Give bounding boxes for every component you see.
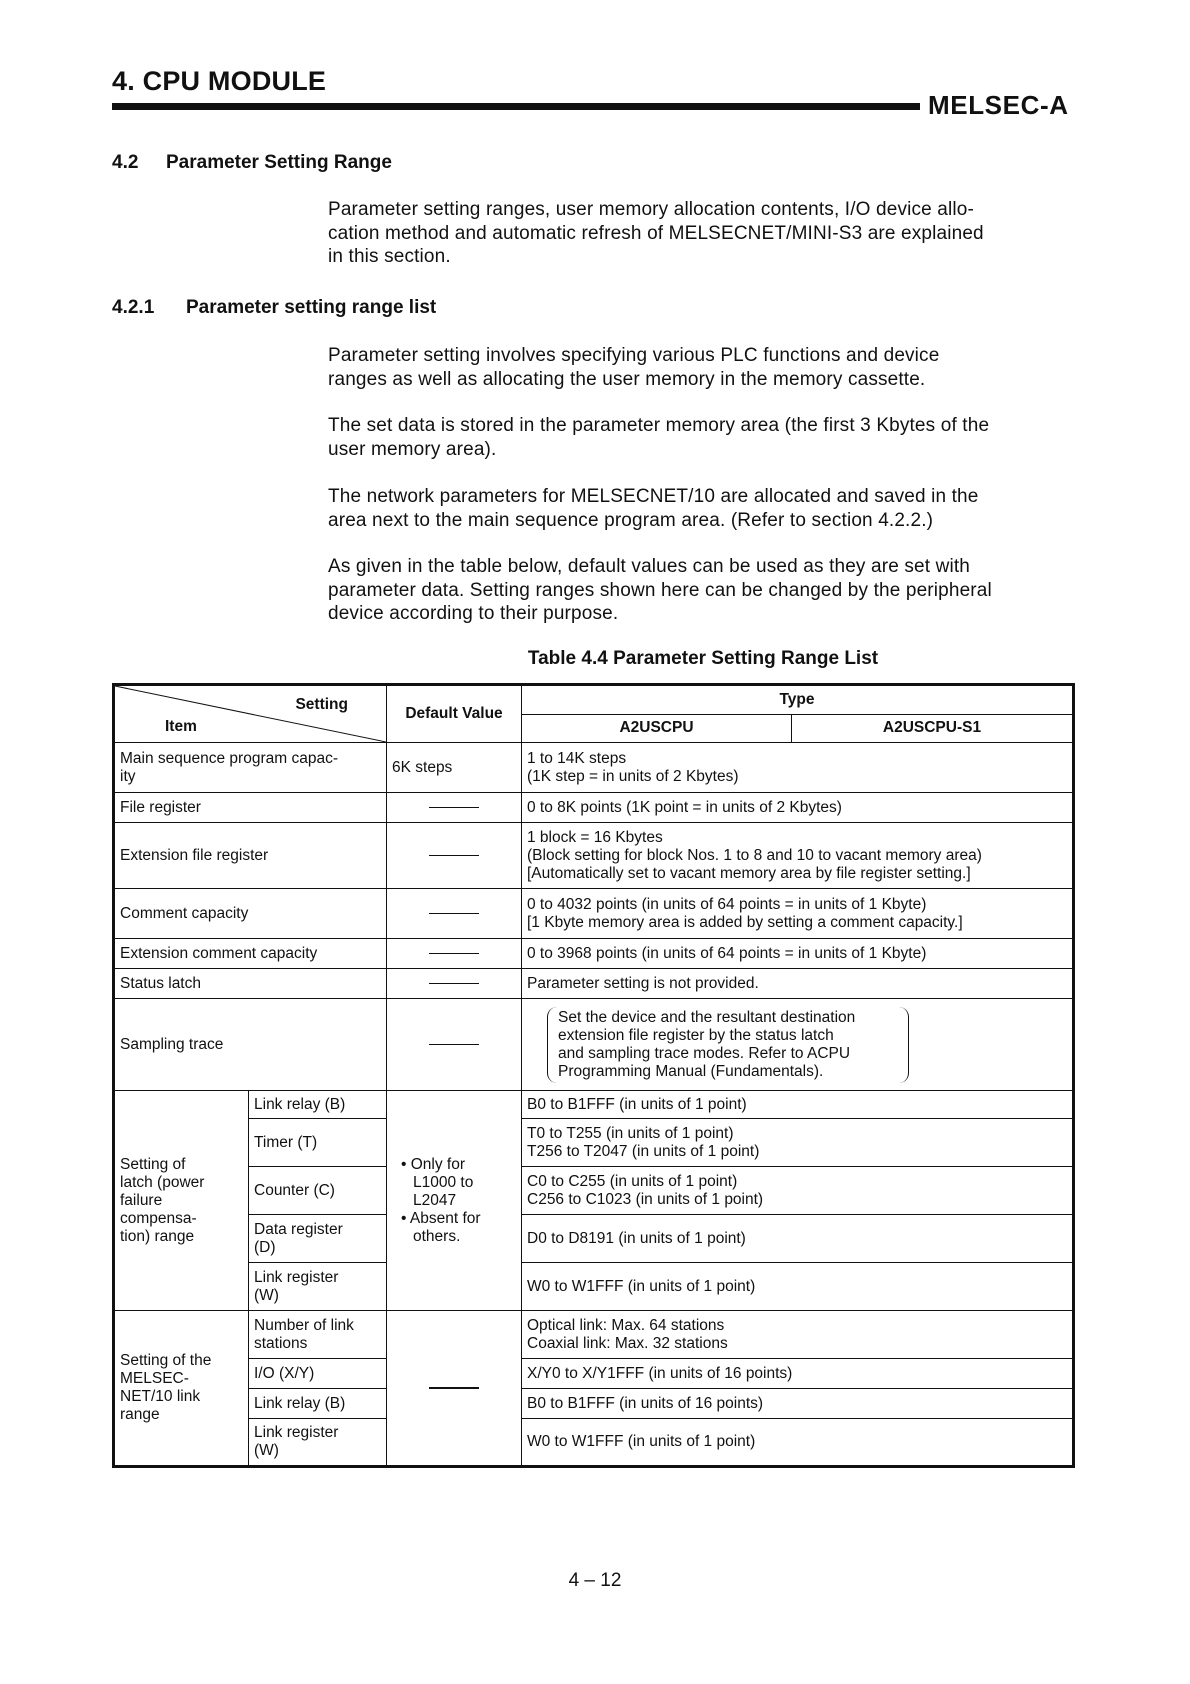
item-cell: Number of link stations	[249, 1311, 387, 1359]
paragraph: The network parameters for MELSECNET/10 are allocated and saved in the area next to the main sequence program area. (Refer to section 4.2.2.)	[328, 486, 979, 531]
range-cell: C0 to C255 (in units of 1 point) C256 to C1023 (in units of 1 point)	[522, 1167, 1074, 1215]
section-title: Parameter Setting Range	[166, 152, 392, 173]
default-cell	[387, 969, 522, 999]
table-row	[114, 823, 1074, 889]
table-row	[114, 1389, 1074, 1419]
range-cell: W0 to W1FFF (in units of 1 point)	[522, 1263, 1074, 1311]
item-cell: I/O (X/Y)	[249, 1359, 387, 1389]
setting-item-header	[114, 685, 387, 743]
table-row	[114, 1119, 1074, 1167]
table-row	[114, 1311, 1074, 1359]
item-cell: Extension file register	[114, 823, 387, 889]
page-number: 4 – 12	[568, 1570, 622, 1591]
item-cell: Link relay (B)	[249, 1091, 387, 1119]
default-cell	[387, 999, 522, 1091]
item-cell: Main sequence program capac- ity	[114, 743, 387, 793]
range-cell: 0 to 4032 points (in units of 64 points = in units of 1 Kbyte) [1 Kbyte memory area is added by setting a comment capacity.]	[522, 889, 1074, 939]
item-cell: Link register (W)	[249, 1419, 387, 1467]
table-row	[114, 743, 1074, 793]
brand-label: MELSEC-A	[928, 90, 1069, 120]
chapter-title: 4. CPU MODULE	[112, 66, 327, 96]
range-cell: Parameter setting is not provided.	[522, 969, 1074, 999]
item-header: Item	[165, 718, 197, 735]
type-b-header: A2USCPU-S1	[792, 714, 1074, 742]
header-rule	[112, 103, 920, 110]
range-cell: 0 to 8K points (1K point = in units of 2 Kbytes)	[522, 793, 1074, 823]
table-row	[114, 1419, 1074, 1467]
parameter-table	[112, 683, 1075, 1468]
table-header-row	[114, 685, 1074, 715]
table-row	[114, 1167, 1074, 1215]
table-row	[114, 1215, 1074, 1263]
range-cell: B0 to B1FFF (in units of 16 points)	[522, 1389, 1074, 1419]
type-a-header: A2USCPU	[522, 714, 792, 742]
table-row	[114, 999, 1074, 1091]
default-cell	[387, 793, 522, 823]
range-cell: Optical link: Max. 64 stations Coaxial link: Max. 32 stations	[522, 1311, 1074, 1359]
range-cell: X/Y0 to X/Y1FFF (in units of 16 points)	[522, 1359, 1074, 1389]
default-cell	[387, 939, 522, 969]
table-row	[114, 1359, 1074, 1389]
paragraph: The set data is stored in the parameter memory area (the first 3 Kbytes of the user memory area).	[328, 415, 990, 460]
range-cell: 1 to 14K steps (1K step = in units of 2 Kbytes)	[522, 743, 1074, 793]
item-cell: File register	[114, 793, 387, 823]
type-header: Type	[522, 685, 1074, 715]
item-cell: Counter (C)	[249, 1167, 387, 1215]
item-cell: Data register (D)	[249, 1215, 387, 1263]
range-cell: T0 to T255 (in units of 1 point) T256 to T2047 (in units of 1 point)	[522, 1119, 1074, 1167]
section-intro: Parameter setting ranges, user memory allocation contents, I/O device allo- cation method and automatic refresh of MELSECNET/MINI-S3 are explained in this section.	[328, 199, 984, 267]
item-cell: Sampling trace	[114, 999, 387, 1091]
table-row	[114, 1263, 1074, 1311]
setting-header: Setting	[295, 696, 348, 713]
item-cell: Status latch	[114, 969, 387, 999]
note-bracket: Set the device and the resultant destination extension file register by the status latch and sampling trace modes. Refer to ACPU Programming Manual (Fundamentals).	[547, 1007, 909, 1083]
default-cell: 6K steps	[387, 743, 522, 793]
subsection-title: Parameter setting range list	[186, 297, 437, 318]
subsection-number: 4.2.1	[112, 297, 155, 318]
paragraph: As given in the table below, default values can be used as they are set with parameter data. Setting ranges shown here can be changed by the peripheral device according to their purpose.	[328, 556, 992, 624]
table-row	[114, 793, 1074, 823]
default-value-header: Default Value	[387, 685, 522, 743]
range-cell: D0 to D8191 (in units of 1 point)	[522, 1215, 1074, 1263]
default-cell	[387, 823, 522, 889]
item-cell: Timer (T)	[249, 1119, 387, 1167]
range-cell: B0 to B1FFF (in units of 1 point)	[522, 1091, 1074, 1119]
section-number: 4.2	[112, 152, 139, 173]
item-cell: Extension comment capacity	[114, 939, 387, 969]
item-cell: Link relay (B)	[249, 1389, 387, 1419]
group-cell: Setting of the MELSEC- NET/10 link range	[114, 1311, 249, 1467]
table-caption: Table 4.4 Parameter Setting Range List	[527, 648, 879, 669]
default-cell: • Only for L1000 to L2047 • Absent for others.	[387, 1091, 522, 1311]
group-cell: Setting of latch (power failure compensa- tion) range	[114, 1091, 249, 1311]
table-row	[114, 939, 1074, 969]
range-cell: 1 block = 16 Kbytes (Block setting for block Nos. 1 to 8 and 10 to vacant memory area) [Automatically set to vacant memory area by file register setting.]	[522, 823, 1074, 889]
range-cell: 0 to 3968 points (in units of 64 points = in units of 1 Kbyte)	[522, 939, 1074, 969]
table-row	[114, 1091, 1074, 1119]
table-row	[114, 889, 1074, 939]
item-cell: Link register (W)	[249, 1263, 387, 1311]
default-cell	[387, 1311, 522, 1467]
item-cell: Comment capacity	[114, 889, 387, 939]
range-cell: W0 to W1FFF (in units of 1 point)	[522, 1419, 1074, 1467]
table-row	[114, 969, 1074, 999]
default-cell	[387, 889, 522, 939]
range-cell	[522, 999, 1074, 1091]
paragraph: Parameter setting involves specifying various PLC functions and device ranges as well as allocating the user memory in the memory cassette.	[328, 345, 940, 390]
